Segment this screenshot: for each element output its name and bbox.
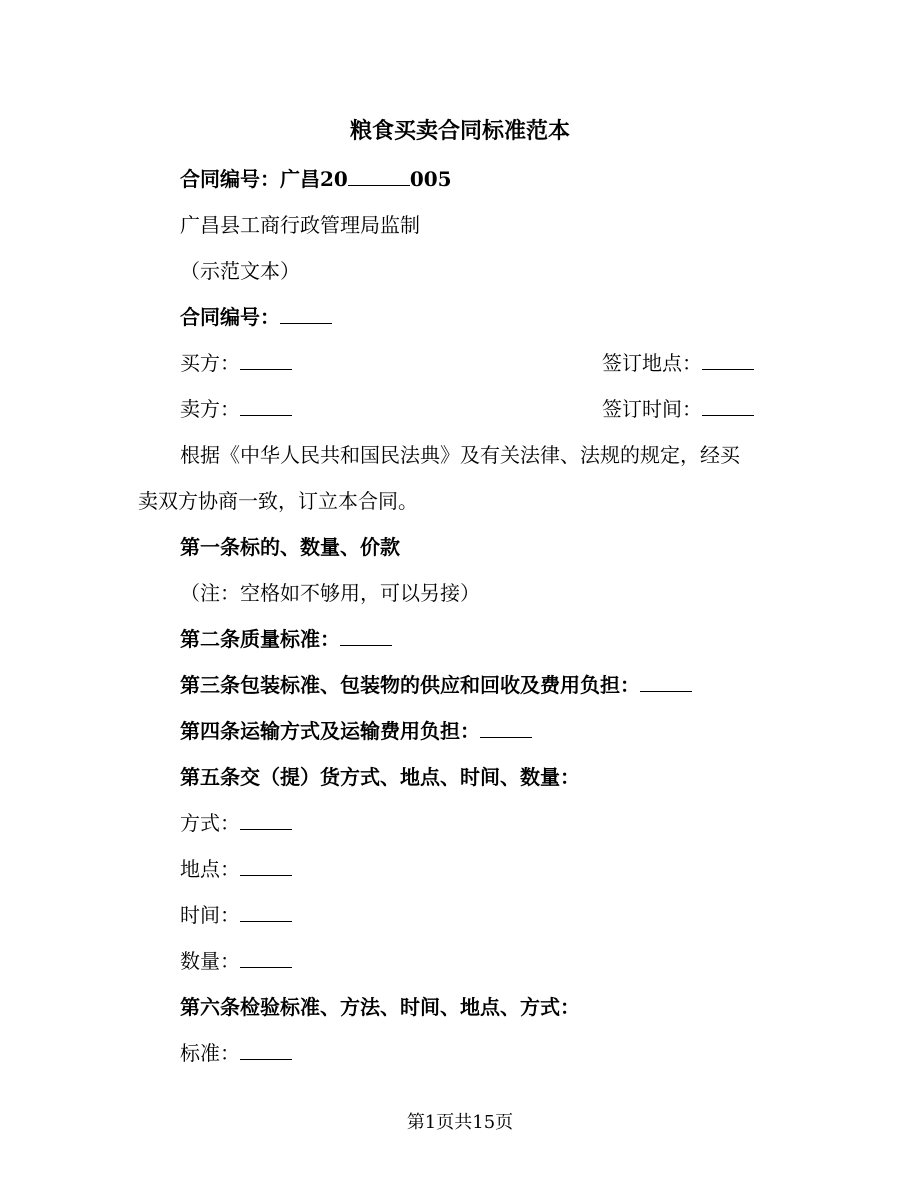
article-2-line bbox=[180, 627, 392, 651]
intro-line-1: 根据《中华人民共和国民法典》及有关法律、法规的规定，经买 bbox=[180, 443, 740, 467]
contract-number-blank bbox=[348, 167, 410, 186]
buyer-label: 买方： bbox=[180, 351, 240, 375]
contract-number-suffix: 005 bbox=[409, 167, 452, 191]
article-4-line bbox=[180, 719, 532, 743]
contract-number-label: 合同编号：广昌20 bbox=[180, 167, 348, 191]
place-label: 地点： bbox=[180, 857, 240, 881]
time-blank bbox=[240, 903, 292, 922]
quantity-blank bbox=[240, 949, 292, 968]
page-footer: 第1页共15页 bbox=[406, 1112, 514, 1133]
seller-blank bbox=[240, 397, 292, 416]
article-3-blank bbox=[640, 673, 692, 692]
article-1-heading: 第一条标的、数量、价款 bbox=[180, 535, 400, 559]
article-5-time-line bbox=[180, 903, 292, 927]
article-2-label: 第二条质量标准： bbox=[180, 627, 340, 651]
contract-number-2-label: 合同编号： bbox=[180, 305, 280, 329]
seller-label: 卖方： bbox=[180, 397, 240, 421]
sign-time-label: 签订时间： bbox=[602, 397, 702, 421]
article-3-line bbox=[180, 673, 692, 697]
article-6-standard-line bbox=[180, 1041, 292, 1065]
seller-line bbox=[180, 397, 292, 421]
method-label: 方式： bbox=[180, 811, 240, 835]
intro-line-2: 卖双方协商一致，订立本合同。 bbox=[138, 489, 418, 513]
sign-time-line bbox=[602, 397, 754, 421]
article-5-quantity-line bbox=[180, 949, 292, 973]
standard-label: 标准： bbox=[180, 1041, 240, 1065]
sample-note: （示范文本） bbox=[180, 259, 300, 283]
contract-number-2-blank bbox=[280, 305, 332, 324]
buyer-blank bbox=[240, 351, 292, 370]
standard-blank bbox=[240, 1041, 292, 1060]
buyer-line bbox=[180, 351, 292, 375]
issuer-line: 广昌县工商行政管理局监制 bbox=[180, 213, 420, 237]
contract-number-2-line bbox=[180, 305, 332, 329]
time-label: 时间： bbox=[180, 903, 240, 927]
contract-number-line bbox=[180, 167, 452, 191]
method-blank bbox=[240, 811, 292, 830]
article-2-blank bbox=[340, 627, 392, 646]
document-title: 粮食买卖合同标准范本 bbox=[349, 118, 570, 144]
sign-place-line bbox=[602, 351, 754, 375]
place-blank bbox=[240, 857, 292, 876]
sign-time-blank bbox=[702, 397, 754, 416]
sign-place-blank bbox=[702, 351, 754, 370]
article-5-place-line bbox=[180, 857, 292, 881]
article-5-heading: 第五条交（提）货方式、地点、时间、数量： bbox=[180, 765, 580, 789]
article-3-label: 第三条包装标准、包装物的供应和回收及费用负担： bbox=[180, 673, 640, 697]
article-4-label: 第四条运输方式及运输费用负担： bbox=[180, 719, 480, 743]
article-6-heading: 第六条检验标准、方法、时间、地点、方式： bbox=[180, 995, 580, 1019]
quantity-label: 数量： bbox=[180, 949, 240, 973]
article-1-note: （注：空格如不够用，可以另接） bbox=[180, 581, 480, 605]
article-5-method-line bbox=[180, 811, 292, 835]
sign-place-label: 签订地点： bbox=[602, 351, 702, 375]
article-4-blank bbox=[480, 719, 532, 738]
